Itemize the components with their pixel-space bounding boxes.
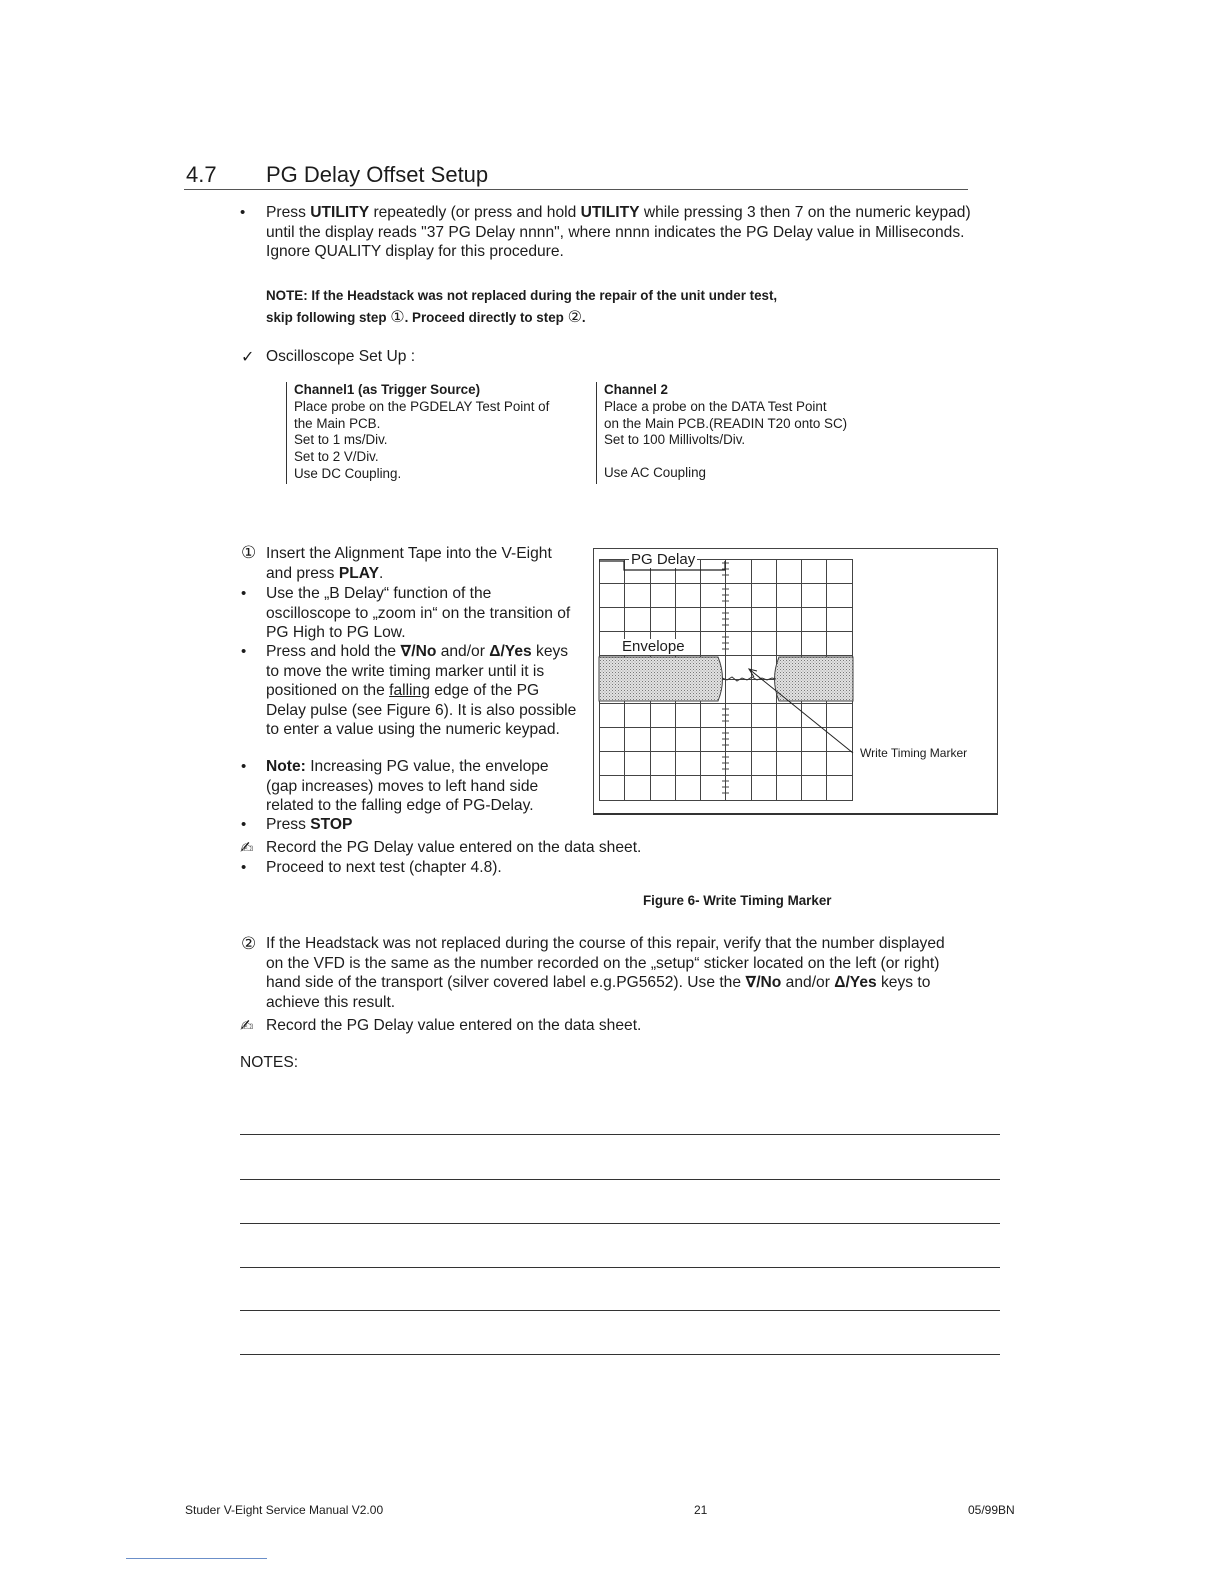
channel-2-box <box>596 382 914 484</box>
footer-date-code: 05/99BN <box>968 1503 1015 1517</box>
step-2-paragraph: If the Headstack was not replaced during the course of this repair, verify that the number displayed on the VFD is the same as the number recorded on the „setup“ sticker located on the left (or right) hand side of the transport (silver covered label e.g.PG5652). Use the ∇/No and/or Δ/Yes keys to achieve this result. <box>266 935 945 1011</box>
notes-line <box>240 1354 1000 1355</box>
step-press-stop: Press STOP <box>266 816 353 833</box>
envelope-right <box>775 657 854 701</box>
step-proceed: Proceed to next test (chapter 4.8). <box>266 859 502 876</box>
falling-word: falling <box>389 682 430 700</box>
channel-2-title: Channel 2 <box>604 382 668 397</box>
bullet: • <box>241 643 247 660</box>
play-key: PLAY <box>338 564 379 582</box>
pg-delay-label: PG Delay <box>631 551 696 568</box>
channel-1-box <box>286 382 594 484</box>
title-rule <box>184 189 968 190</box>
channel-2-line: Place a probe on the DATA Test Point <box>604 398 827 414</box>
channel-1-line: Set to 1 ms/Div. <box>294 432 388 448</box>
step-1-symbol: ① <box>390 309 405 326</box>
channel-1-line: Place probe on the PGDELAY Test Point of <box>294 398 550 414</box>
notes-line <box>240 1267 1000 1268</box>
yes-key: Δ/Yes <box>834 974 877 992</box>
channel-2-line: Set to 100 Millivolts/Div. <box>604 432 746 448</box>
stop-key: STOP <box>310 816 353 833</box>
channel-1-line: Set to 2 V/Div. <box>294 449 379 465</box>
no-key: ∇/No <box>400 643 437 660</box>
footer-blue-rule <box>126 1558 267 1559</box>
channel-1-line: the Main PCB. <box>294 415 381 431</box>
channel-2-line: on the Main PCB.(READIN T20 onto SC) <box>604 415 848 431</box>
channel-2-line: Use AC Coupling <box>604 465 706 481</box>
write-timing-marker-label: Write Timing Marker <box>860 746 968 760</box>
footer-page-number: 21 <box>694 1503 708 1517</box>
pen-icon: ✍ <box>240 1018 254 1035</box>
section-title: PG Delay Offset Setup <box>266 162 489 187</box>
step-1-symbol: ① <box>241 543 257 562</box>
figure-caption: Figure 6- Write Timing Marker <box>643 893 832 908</box>
oscilloscope-heading: Oscilloscope Set Up : <box>266 348 416 365</box>
scope-diagram <box>594 549 997 813</box>
bullet: • <box>241 859 247 876</box>
intro-text-3: while pressing 3 then 7 on the numeric keypad) until the display reads "37 PG Delay nnnn", where nnnn indicates the PG Delay value in Milliseconds. Ignore QUALITY display for this procedure. <box>266 204 971 261</box>
channel-1-line: Use DC Coupling. <box>294 465 402 481</box>
yes-key: Δ/Yes <box>489 643 532 660</box>
footer-manual-title: Studer V-Eight Service Manual V2.00 <box>185 1503 384 1517</box>
step-2-symbol: ② <box>567 309 582 326</box>
step-2-symbol: ② <box>241 934 257 953</box>
no-key: ∇/No <box>745 974 782 992</box>
notes-line <box>240 1134 1000 1135</box>
bullet: • <box>241 816 247 833</box>
notes-line <box>240 1310 1000 1311</box>
step-2-record: Record the PG Delay value entered on the data sheet. <box>266 1017 642 1034</box>
envelope-left <box>599 657 723 701</box>
intro-text-1: Press <box>266 204 311 221</box>
channel-1-title: Channel1 (as Trigger Source) <box>294 382 481 397</box>
note-line-1: NOTE: If the Headstack was not replaced during the repair of the unit under test, <box>266 288 778 303</box>
notes-line <box>240 1179 1000 1180</box>
bullet: • <box>240 204 246 221</box>
note-line-2: skip following step ①. Proceed directly to step ②. <box>266 309 586 326</box>
envelope-label: Envelope <box>622 638 685 655</box>
step-move-marker: Press and hold the ∇/No and/or Δ/Yes keys to move the write timing marker until it is positioned on the falling edge of the PG Delay pulse (see Figure 6). It is also possible to enter a value using the numeric keypad. <box>266 643 577 739</box>
pen-icon: ✍ <box>240 840 254 857</box>
headstack-note <box>266 285 966 329</box>
marker-arrow-head <box>749 669 757 677</box>
bullet: • <box>241 585 247 602</box>
figure-6-box <box>593 548 998 815</box>
step-record: Record the PG Delay value entered on the data sheet. <box>266 839 642 856</box>
intro-text-2: repeatedly (or press and hold <box>369 204 581 221</box>
step-b-delay: Use the „B Delay“ function of the oscilloscope to „zoom in“ on the transition of PG High to PG Low. <box>266 585 571 642</box>
note-label: Note: <box>266 758 306 775</box>
bullet: • <box>241 758 247 775</box>
utility-key: UTILITY <box>310 204 370 221</box>
step-insert-tape: Insert the Alignment Tape into the V-Eight and press PLAY. <box>266 545 552 582</box>
notes-label: NOTES: <box>240 1054 299 1071</box>
intro-paragraph <box>266 203 971 262</box>
notes-line <box>240 1223 1000 1224</box>
step-note-envelope: Note: Increasing PG value, the envelope (gap increases) moves to left hand side related to the falling edge of PG-Delay. <box>266 758 549 815</box>
utility-key: UTILITY <box>580 204 640 221</box>
check-icon: ✓ <box>241 349 255 366</box>
section-number: 4.7 <box>186 162 217 187</box>
